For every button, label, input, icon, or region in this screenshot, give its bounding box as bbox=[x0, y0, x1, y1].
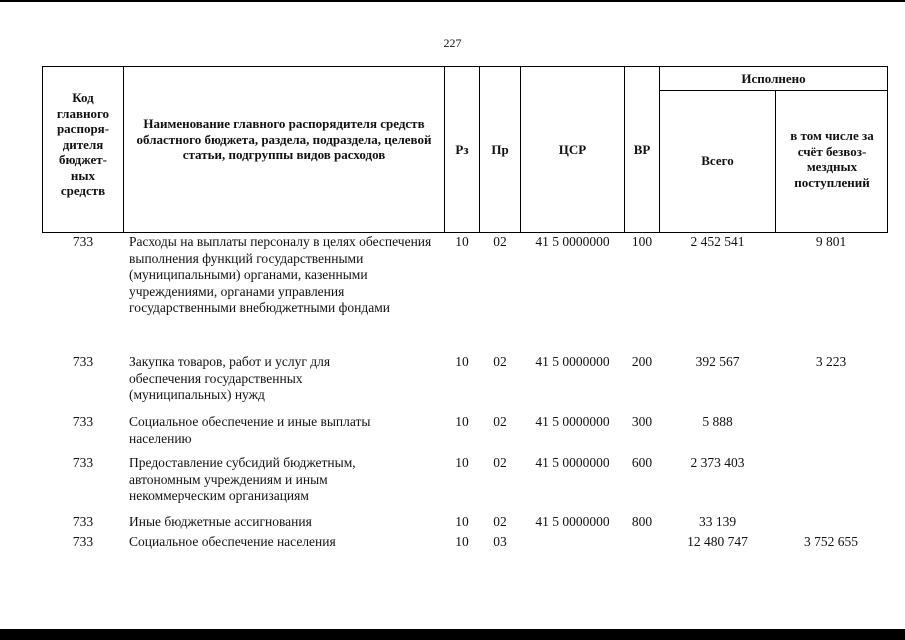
row-6-rz: 10 bbox=[455, 534, 469, 549]
executed-divider bbox=[659, 90, 888, 91]
row-4-total: 2 373 403 bbox=[690, 455, 745, 470]
row-5-csr: 41 5 0000000 bbox=[535, 514, 610, 529]
row-1-total: 2 452 541 bbox=[690, 234, 745, 249]
row-5-rz: 10 bbox=[455, 514, 469, 529]
row-1-csr: 41 5 0000000 bbox=[535, 234, 610, 249]
row-1-vr: 100 bbox=[631, 234, 653, 249]
row-3-csr: 41 5 0000000 bbox=[535, 414, 610, 429]
page-number: 227 bbox=[443, 36, 462, 50]
row-1-rz: 10 bbox=[455, 234, 469, 249]
row-1-name: Расходы на выплаты персоналу в целях обеспечения выполнения функций государственными (муниципальными) органами, казенными учреждениями, органами управления государственными внебюджетными фондами bbox=[129, 234, 432, 315]
header-bottom-border bbox=[42, 232, 888, 233]
col-border-6 bbox=[659, 66, 660, 233]
col-border-0 bbox=[42, 66, 43, 233]
table-top-border bbox=[42, 66, 888, 67]
row-6-name: Социальное обеспечение населения bbox=[129, 534, 336, 549]
row-3-name: Социальное обеспечение и иные выплаты населению bbox=[129, 414, 371, 446]
header-free-receipts: в том числе за счёт безвоз-мездных поступлений bbox=[790, 128, 874, 190]
row-1-free: 9 801 bbox=[815, 234, 847, 249]
col-border-7 bbox=[775, 90, 776, 233]
row-4-vr: 600 bbox=[631, 455, 653, 470]
header-vr: ВР bbox=[633, 142, 651, 157]
col-border-1 bbox=[123, 66, 124, 233]
row-5-code: 733 bbox=[72, 514, 94, 529]
row-5-pr: 02 bbox=[493, 514, 507, 529]
row-2-total: 392 567 bbox=[695, 354, 740, 369]
header-total: Всего bbox=[701, 153, 734, 168]
row-5-name: Иные бюджетные ассигнования bbox=[129, 514, 312, 529]
row-4-name: Предоставление субсидий бюджетным, автономным учреждениям и иным некоммерческим организациям bbox=[129, 455, 356, 503]
row-3-code: 733 bbox=[72, 414, 94, 429]
row-2-free: 3 223 bbox=[815, 354, 847, 369]
header-code: Код главного распоря-дителя бюджет-ных средств bbox=[56, 90, 110, 198]
header-rz: Рз bbox=[455, 142, 469, 157]
row-6-free: 3 752 655 bbox=[804, 534, 858, 549]
row-2-code: 733 bbox=[72, 354, 94, 369]
header-pr: Пр bbox=[491, 142, 509, 157]
row-3-vr: 300 bbox=[631, 414, 653, 429]
row-1-code: 733 bbox=[72, 234, 94, 249]
row-6-code: 733 bbox=[72, 534, 94, 549]
top-rule bbox=[0, 0, 905, 2]
row-3-total: 5 888 bbox=[702, 414, 733, 429]
header-csr: ЦСР bbox=[558, 142, 587, 157]
header-executed: Исполнено bbox=[741, 71, 806, 86]
row-6-total: 12 480 747 bbox=[687, 534, 748, 549]
row-2-csr: 41 5 0000000 bbox=[535, 354, 610, 369]
row-2-vr: 200 bbox=[631, 354, 653, 369]
row-2-pr: 02 bbox=[493, 354, 507, 369]
bottom-scan-border bbox=[0, 629, 905, 640]
row-2-name: Закупка товаров, работ и услуг для обеспечения государственных (муниципальных) нужд bbox=[129, 354, 331, 402]
row-4-csr: 41 5 0000000 bbox=[535, 455, 610, 470]
row-1-pr: 02 bbox=[493, 234, 507, 249]
row-5-total: 33 139 bbox=[698, 514, 737, 529]
row-6-pr: 03 bbox=[493, 534, 507, 549]
row-4-pr: 02 bbox=[493, 455, 507, 470]
row-4-code: 733 bbox=[72, 455, 94, 470]
col-border-8 bbox=[887, 66, 888, 233]
row-5-vr: 800 bbox=[631, 514, 653, 529]
row-3-pr: 02 bbox=[493, 414, 507, 429]
row-2-rz: 10 bbox=[455, 354, 469, 369]
row-3-rz: 10 bbox=[455, 414, 469, 429]
header-name: Наименование главного распорядителя средств областного бюджета, раздела, подраздела, целевой статьи, подгруппы видов расходов bbox=[136, 116, 432, 162]
row-4-rz: 10 bbox=[455, 455, 469, 470]
